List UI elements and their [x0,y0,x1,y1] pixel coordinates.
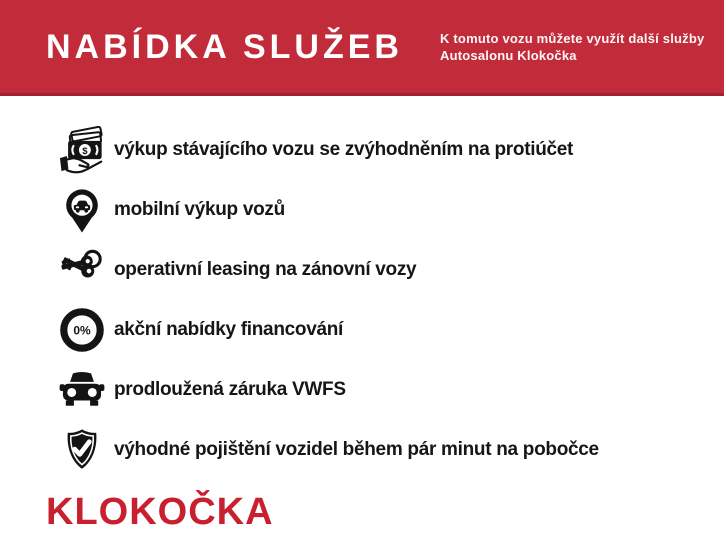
service-label: výkup stávajícího vozu se zvýhodněním na protiúčet [114,139,574,160]
service-row [58,180,714,240]
service-label: operativní leasing na zánovní vozy [114,259,417,280]
svg-text:$: $ [82,145,88,157]
service-icon-box [58,304,106,356]
service-row [58,300,714,360]
service-label: mobilní výkup vozů [114,199,285,220]
header-banner [0,0,724,96]
subtitle-line-1: K tomuto vozu můžete využít další služby [440,31,705,46]
service-icon-box [58,364,106,416]
car-keys-icon [59,247,105,293]
car-front-icon [59,370,105,410]
shield-check-icon [60,427,104,473]
service-label: prodloužená záruka VWFS [114,379,346,400]
service-icon-box [58,184,106,236]
service-row [58,360,714,420]
subtitle-line-2: Autosalonu Klokočka [440,48,577,63]
svg-text:0%: 0% [73,323,91,338]
service-row [58,240,714,300]
location-pin-car-icon [59,186,105,234]
page-title: NABÍDKA SLUŽEB [46,28,403,66]
service-row [58,420,714,480]
service-row [58,120,714,180]
header-subtitle [440,30,715,64]
service-icon-box [58,244,106,296]
service-label: výhodné pojištění vozidel během pár minut na pobočce [114,439,599,460]
services-list [58,120,714,480]
klokocka-logo: KLOKOČKA [46,491,274,533]
service-label: akční nabídky financování [114,319,344,340]
money-in-hand-icon [59,126,105,174]
zero-percent-icon [59,307,105,353]
service-icon-box [58,124,106,176]
service-icon-box [58,424,106,476]
